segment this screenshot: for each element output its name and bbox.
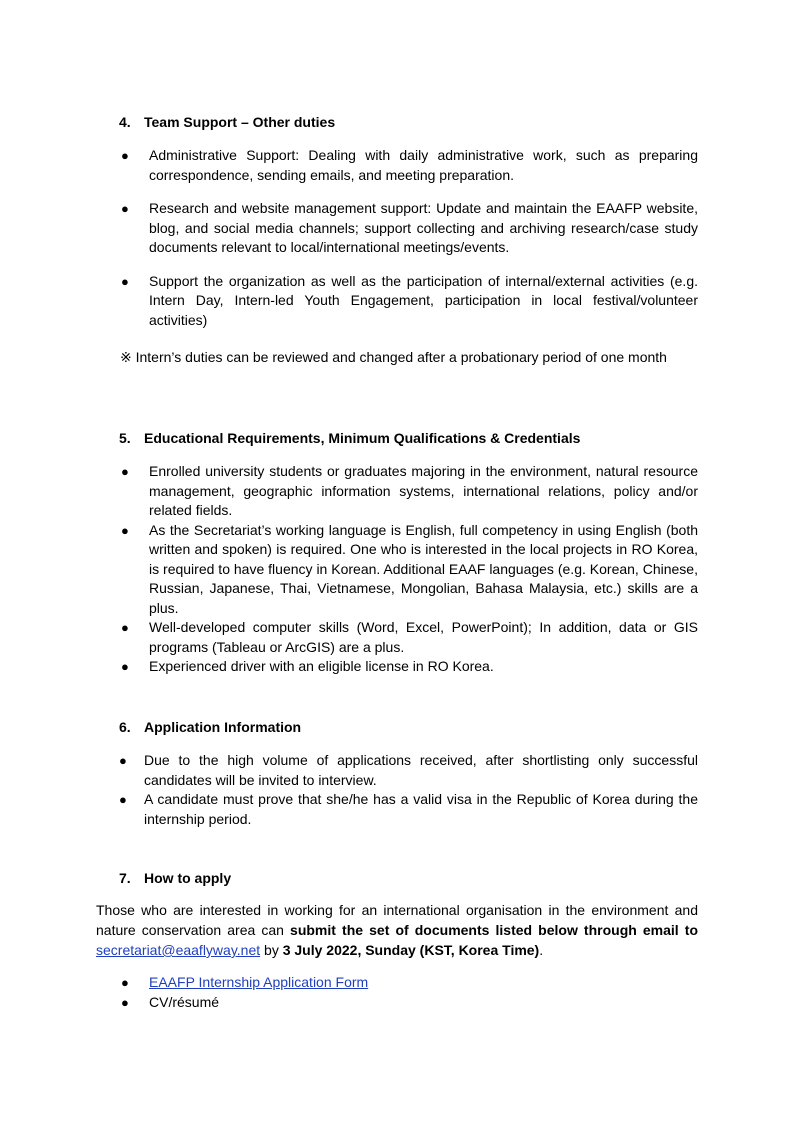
bullet-icon: ●: [121, 201, 129, 216]
bullet-icon: ●: [119, 753, 127, 768]
section-number: 5.: [119, 430, 131, 446]
submit-instruction: submit the set of documents listed below through email to: [290, 922, 699, 938]
section-number: 6.: [119, 719, 131, 735]
bullet-icon: ●: [121, 659, 129, 674]
section-title: Application Information: [144, 719, 302, 735]
bullet-icon: ●: [121, 994, 129, 1010]
bullet-icon: ●: [121, 148, 129, 163]
section-title: Team Support – Other duties: [144, 114, 336, 130]
list-item: ● CV/résumé: [149, 993, 698, 1013]
how-to-apply-paragraph: Those who are interested in working for an international organisation in the environment and nature conservation area can submit the set of documents listed below through email to secretariat@eaaflyway.net by 3 July 2022, Sunday (KST, Korea Time).: [96, 902, 699, 958]
section-6-list: [119, 751, 698, 829]
section-5-list: [121, 462, 698, 677]
secretariat-email-link[interactable]: secretariat@eaaflyway.net: [96, 942, 261, 958]
section-4-list: [121, 146, 698, 330]
section-5-heading: [119, 429, 580, 448]
bullet-icon: ●: [121, 273, 129, 289]
bullet-icon: ●: [121, 620, 129, 635]
section-6-heading: [119, 718, 301, 737]
section-number: 7.: [119, 870, 131, 886]
list-item: ● A candidate must prove that she/he has a valid visa in the Republic of Korea during the internship period.: [119, 791, 698, 827]
bullet-icon: ●: [119, 792, 127, 807]
list-item: ● Experienced driver with an eligible license in RO Korea.: [149, 657, 698, 677]
bullet-icon: ●: [121, 975, 129, 990]
list-item: ● Enrolled university students or graduates majoring in the environment, natural resource management, geographic information systems, international relations, policy and/or related fields.: [121, 463, 698, 518]
documents-list: [121, 973, 698, 1012]
list-item: ● Well-developed computer skills (Word, Excel, PowerPoint); In addition, data or GIS programs (Tableau or ArcGIS) are a plus.: [121, 619, 698, 655]
deadline: 3 July 2022, Sunday (KST, Korea Time): [282, 942, 540, 958]
section-4-heading: [119, 113, 335, 132]
list-item: ● Support the organization as well as the participation of internal/external activities (e.g. Intern Day, Intern-led Youth Engagement, participation in local festival/volunteer activities): [121, 272, 698, 328]
section-number: 4.: [119, 114, 131, 130]
list-item: ● As the Secretariat’s working language is English, full competency in using English (both written and spoken) is required. One who is interested in the local projects in RO Korea, is required to have fluency in Korean. Additional EAAF languages (e.g. Korean, Chinese, Russian, Japanese, Thai, Vietnamese, Mongolian, Bahasa Malaysia, etc.) skills are a plus.: [121, 521, 698, 616]
section-title: How to apply: [144, 870, 232, 886]
section-7-heading: [119, 869, 231, 888]
probation-note: ※ Intern’s duties can be reviewed and changed after a probationary period of one month: [120, 349, 667, 365]
bullet-icon: ●: [121, 464, 129, 479]
section-title: Educational Requirements, Minimum Qualifications & Credentials: [144, 430, 581, 446]
list-item: ● Research and website management support: Update and maintain the EAAFP website, blog, and social media channels; support collecting and archiving research/case study documents relevant to local/international meetings/events.: [121, 200, 698, 255]
application-form-link[interactable]: EAAFP Internship Application Form: [149, 974, 369, 990]
bullet-icon: ●: [121, 522, 129, 538]
list-item: ● Administrative Support: Dealing with daily administrative work, such as preparing correspondence, sending emails, and meeting preparation.: [121, 147, 698, 183]
list-item: ● Due to the high volume of applications received, after shortlisting only successful candidates will be invited to interview.: [119, 752, 698, 788]
list-item: [121, 973, 698, 993]
